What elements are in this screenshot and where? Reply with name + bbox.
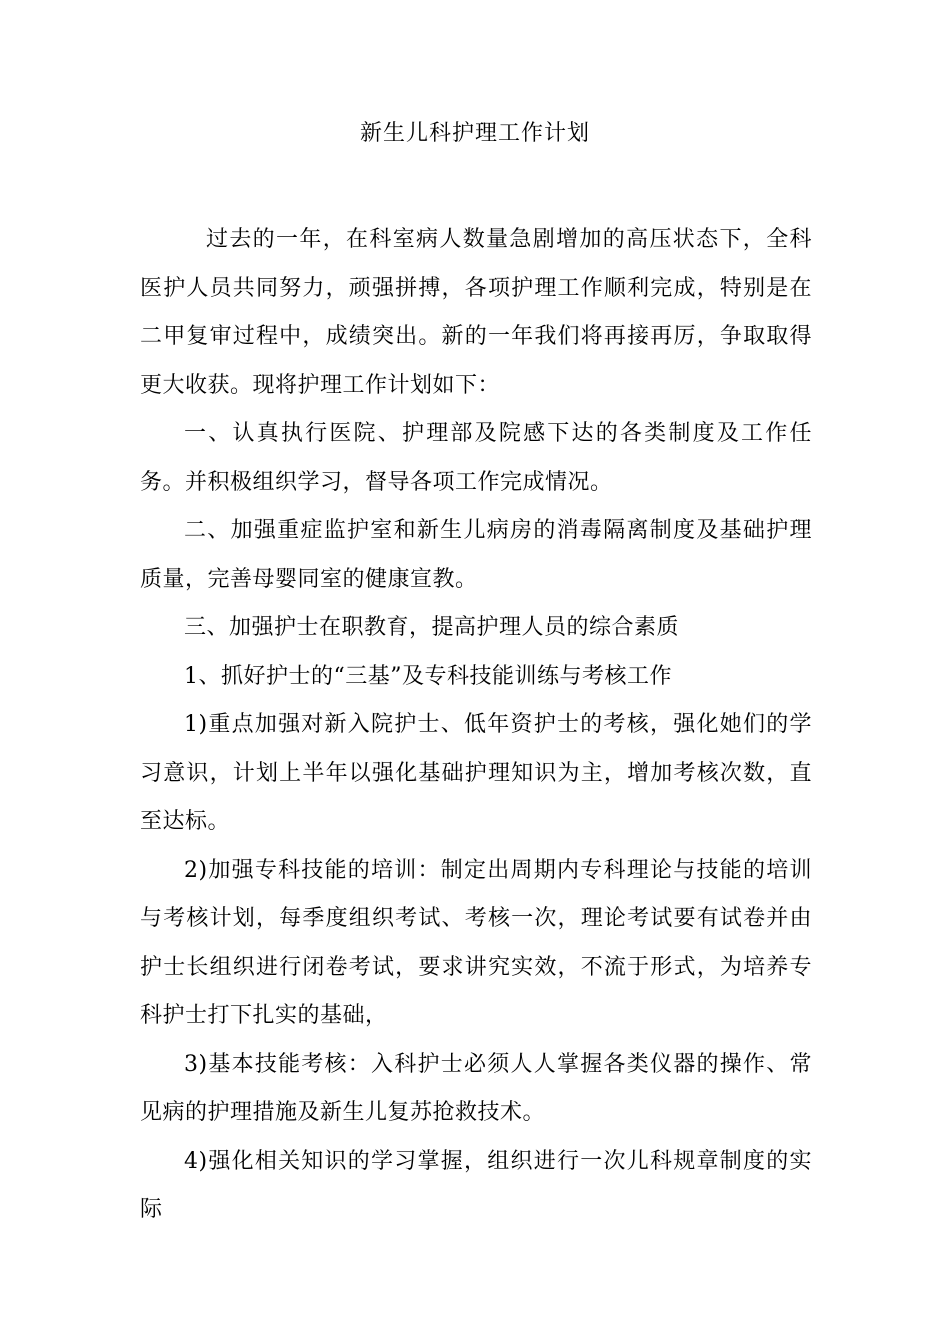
paragraph-point-1: 1)重点加强对新入院护士、低年资护士的考核，强化她们的学习意识，计划上半年以强化基础护理知识为主，增加考核次数，直至达标。: [140, 712, 812, 834]
paragraph-subitem-1: 1、抓好护士的“三基”及专科技能训练与考核工作: [184, 663, 672, 689]
paragraph-item-2: 二、加强重症监护室和新生儿病房的消毒隔离制度及基础护理质量，完善母婴同室的健康宣教。: [140, 518, 812, 592]
document-body: [140, 216, 812, 1235]
paragraph-item-1: 一、认真执行医院、护理部及院感下达的各类制度及工作任务。并积极组织学习，督导各项工作完成情况。: [140, 421, 812, 495]
paragraph-point-2: 2)加强专科技能的培训：制定出周期内专科理论与技能的培训与考核计划，每季度组织考试、考核一次，理论考试要有试卷并由护士长组织进行闭卷考试，要求讲究实效，不流于形式，为培养专科护士打下扎实的基础，: [140, 857, 812, 1028]
document-title: 新生儿科护理工作计划: [359, 121, 590, 146]
paragraph-item-3: 三、加强护士在职教育，提高护理人员的综合素质: [184, 615, 680, 640]
paragraph-intro: 过去的一年，在科室病人数量急剧增加的高压状态下，全科医护人员共同努力，顽强拼搏，各项护理工作顺利完成，特别是在二甲复审过程中，成绩突出。新的一年我们将再接再厉，争取取得更大收获。现将护理工作计划如下：: [140, 227, 812, 398]
paragraph-point-4: 4)强化相关知识的学习掌握，组织进行一次儿科规章制度的实际: [140, 1148, 812, 1222]
paragraph-point-3: 3)基本技能考核：入科护士必须人人掌握各类仪器的操作、常见病的护理措施及新生儿复苏抢救技术。: [140, 1051, 812, 1125]
